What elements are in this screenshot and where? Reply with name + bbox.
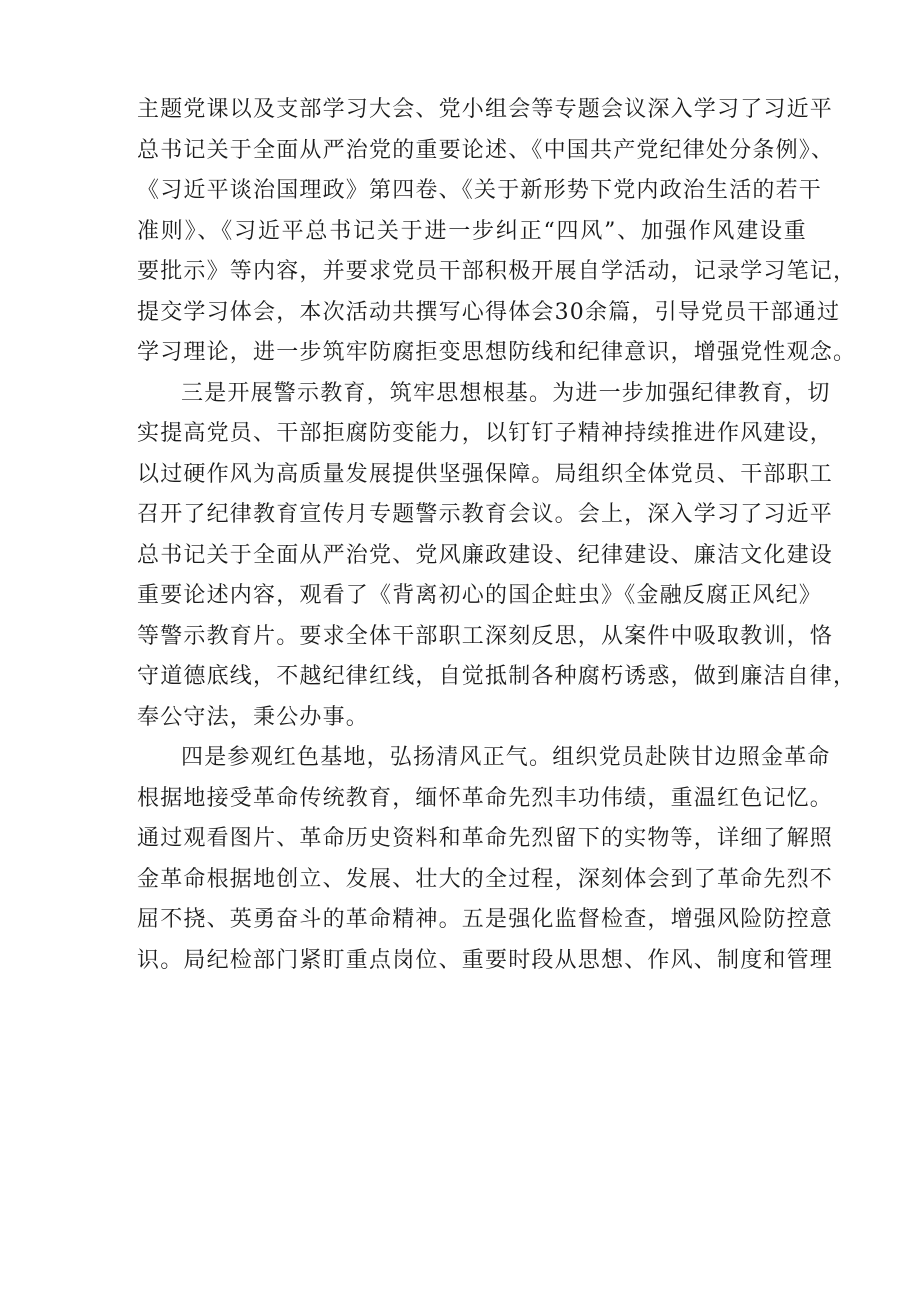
text-line: 提交学习体会，本次活动共撰写心得体会30余篇，引导党员干部通过 bbox=[137, 299, 841, 325]
text-line: 守道德底线，不越纪律红线，自觉抵制各种腐朽诱惑，做到廉洁自律， bbox=[137, 664, 857, 689]
text-line: 通过观看图片、革命历史资料和革命先烈留下的实物等，详细了解照 bbox=[137, 826, 834, 851]
text-line: 准则》、《习近平总书记关于进一步纠正“四风”、加强作风建设重 bbox=[137, 218, 807, 244]
text-line: 召开了纪律教育宣传月专题警示教育会议。会上，深入学习了习近平 bbox=[137, 502, 834, 527]
text-line: 《习近平谈治国理政》第四卷、《关于新形势下党内政治生活的若干 bbox=[137, 178, 823, 203]
text-line: 等警示教育片。要求全体干部职工深刻反思，从案件中吸取教训，恪 bbox=[137, 623, 834, 649]
text-line: 屈不挠、英勇奋斗的革命精神。五是强化监督检查，增强风险防控意 bbox=[137, 907, 834, 932]
text-line: 根据地接受革命传统教育，缅怀革命先烈丰功伟绩，重温红色记忆。 bbox=[137, 785, 834, 811]
document-body bbox=[137, 90, 857, 981]
text-line: 总书记关于全面从严治党、党风廉政建设、纪律建设、廉洁文化建设 bbox=[137, 542, 834, 568]
text-line: 总书记关于全面从严治党的重要论述、《中国共产党纪律处分条例》、 bbox=[137, 137, 835, 163]
text-line: 学习理论，进一步筑牢防腐拒变思想防线和纪律意识，增强党性观念。 bbox=[137, 340, 857, 365]
text-line: 重要论述内容，观看了《背离初心的国企蛀虫》《金融反腐正风纪》 bbox=[137, 583, 823, 608]
paragraph-first-line: 三是开展警示教育，筑牢思想根基。为进一步加强纪律教育，切 bbox=[181, 380, 831, 406]
text-line: 要批示》等内容，并要求党员干部积极开展自学活动，记录学习笔记， bbox=[137, 259, 857, 284]
text-line: 金革命根据地创立、发展、壮大的全过程，深刻体会到了革命先烈不 bbox=[137, 866, 834, 892]
text-line: 奉公守法，秉公办事。 bbox=[137, 704, 370, 730]
paragraph-first-line: 四是参观红色基地，弘扬清风正气。组织党员赴陕甘边照金革命 bbox=[181, 745, 831, 770]
text-line: 主题党课以及支部学习大会、党小组会等专题会议深入学习了习近平 bbox=[137, 97, 834, 122]
text-line: 实提高党员、干部拒腐防变能力，以钉钉子精神持续推进作风建设， bbox=[137, 421, 834, 446]
text-line: 识。局纪检部门紧盯重点岗位、重要时段从思想、作风、制度和管理 bbox=[137, 947, 834, 973]
text-line: 以过硬作风为高质量发展提供坚强保障。局组织全体党员、干部职工 bbox=[137, 461, 834, 487]
